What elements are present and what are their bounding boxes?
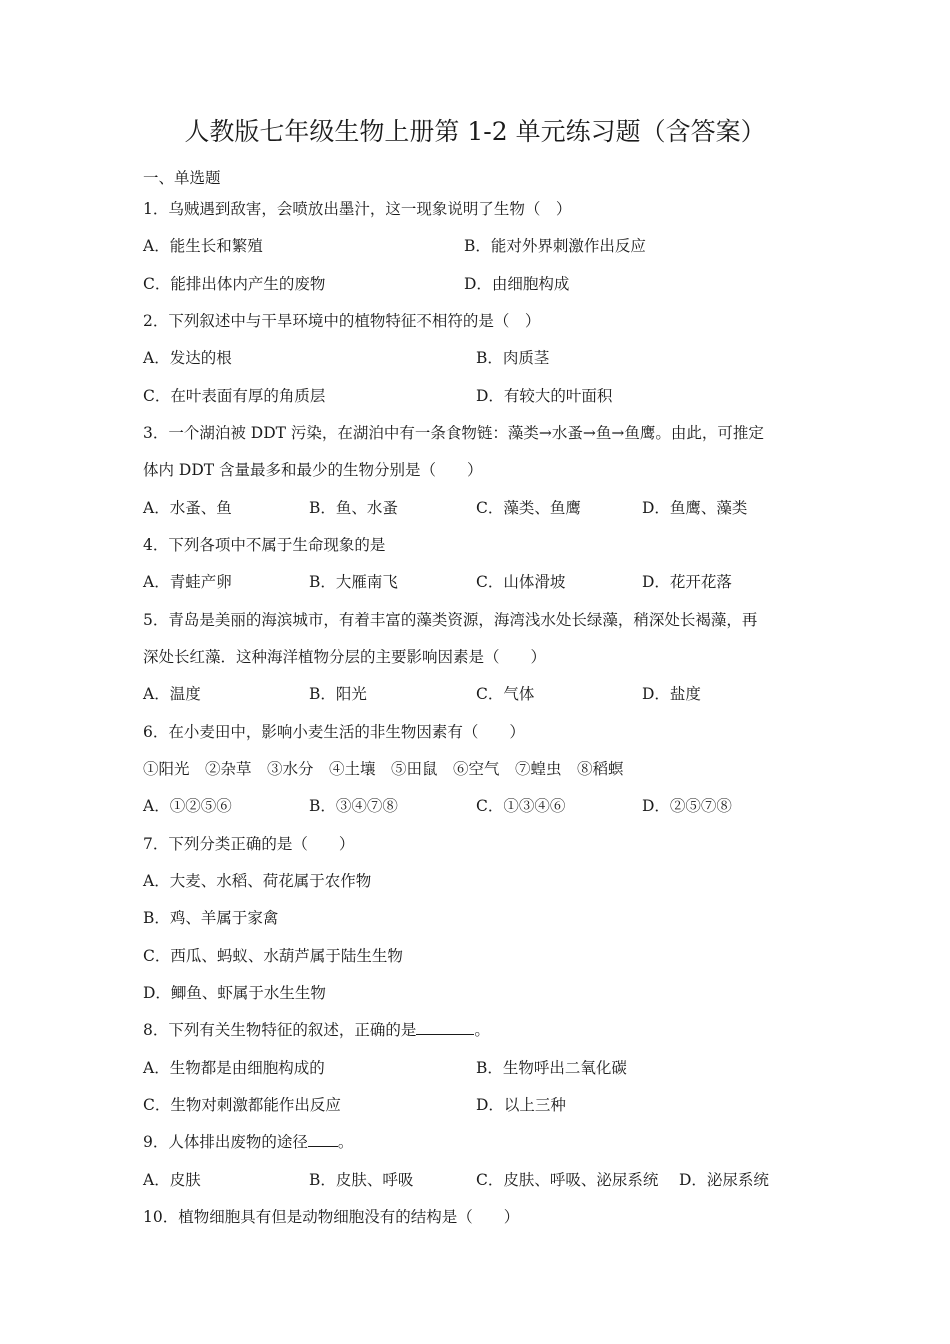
q2-option-a: A．发达的根 xyxy=(143,349,232,367)
question-6: 6．在小麦田中，影响小麦生活的非生物因素有（ ） xyxy=(143,723,525,741)
q1-option-d: D．由细胞构成 xyxy=(464,275,570,293)
q9-option-c: C．皮肤、呼吸、泌尿系统 xyxy=(476,1171,659,1189)
q6-option-d: D．②⑤⑦⑧ xyxy=(642,797,732,815)
q6-option-a: A．①②⑤⑥ xyxy=(143,797,232,815)
q8-option-d: D．以上三种 xyxy=(476,1096,566,1114)
q9-option-a: A．皮肤 xyxy=(143,1171,201,1189)
q9-stem-tail: 。 xyxy=(337,1133,354,1151)
q5-option-d: D．盐度 xyxy=(642,685,701,703)
question-5-line-2: 深处长红藻．这种海洋植物分层的主要影响因素是（ ） xyxy=(143,648,547,666)
q7-option-c: C．西瓜、蚂蚁、水葫芦属于陆生生物 xyxy=(143,947,403,965)
q4-option-d: D．花开花落 xyxy=(642,573,732,591)
q2-option-c: C．在叶表面有厚的角质层 xyxy=(143,387,326,405)
q7-option-d: D．鲫鱼、虾属于水生生物 xyxy=(143,984,326,1002)
q9-option-d: D．泌尿系统 xyxy=(679,1171,769,1189)
q8-option-b: B．生物呼出二氧化碳 xyxy=(476,1059,627,1077)
q1-option-c: C．能排出体内产生的废物 xyxy=(143,275,326,293)
q2-option-d: D．有较大的叶面积 xyxy=(476,387,613,405)
q6-item-list: ①阳光 ②杂草 ③水分 ④土壤 ⑤田鼠 ⑥空气 ⑦蝗虫 ⑧稻螟 xyxy=(143,760,624,778)
q5-option-b: B．阳光 xyxy=(309,685,367,703)
q5-option-c: C．气体 xyxy=(476,685,535,703)
q9-option-b: B．皮肤、呼吸 xyxy=(309,1171,414,1189)
question-9 xyxy=(143,1130,353,1154)
q3-option-d: D．鱼鹰、藻类 xyxy=(642,499,748,517)
q9-stem-text: 9．人体排出废物的途径 xyxy=(143,1133,308,1151)
question-2: 2．下列叙述中与干旱环境中的植物特征不相符的是（ ） xyxy=(143,312,541,330)
page-title: 人教版七年级生物上册第 1-2 单元练习题（含答案） xyxy=(184,117,766,146)
answer-blank xyxy=(308,1130,338,1147)
q8-stem-text: 8．下列有关生物特征的叙述，正确的是 xyxy=(143,1021,417,1039)
q1-option-b: B．能对外界刺激作出反应 xyxy=(464,237,646,255)
question-4: 4．下列各项中不属于生命现象的是 xyxy=(143,536,386,554)
question-7: 7．下列分类正确的是（ ） xyxy=(143,835,355,853)
question-3-line-2: 体内 DDT 含量最多和最少的生物分别是（ ） xyxy=(143,461,483,479)
q1-option-a: A．能生长和繁殖 xyxy=(143,237,263,255)
answer-blank xyxy=(416,1018,474,1035)
question-5-line-1: 5．青岛是美丽的海滨城市，有着丰富的藻类资源，海湾浅水处长绿藻，稍深处长褐藻，再 xyxy=(143,611,758,629)
q6-option-b: B．③④⑦⑧ xyxy=(309,797,398,815)
q8-option-a: A．生物都是由细胞构成的 xyxy=(143,1059,325,1077)
q4-option-a: A．青蛙产卵 xyxy=(143,573,232,591)
question-8 xyxy=(143,1018,490,1042)
q6-option-c: C．①③④⑥ xyxy=(476,797,566,815)
q5-option-a: A．温度 xyxy=(143,685,201,703)
q7-option-a: A．大麦、水稻、荷花属于农作物 xyxy=(143,872,372,890)
q8-stem-tail: 。 xyxy=(474,1021,490,1039)
question-3-line-1: 3．一个湖泊被 DDT 污染，在湖泊中有一条食物链：藻类→水蚤→鱼→鱼鹰。由此，可推定 xyxy=(143,424,764,442)
q4-option-b: B．大雁南飞 xyxy=(309,573,398,591)
q3-option-c: C．藻类、鱼鹰 xyxy=(476,499,581,517)
q4-option-c: C．山体滑坡 xyxy=(476,573,566,591)
q2-option-b: B．肉质茎 xyxy=(476,349,550,367)
q3-option-b: B．鱼、水蚤 xyxy=(309,499,398,517)
q8-option-c: C．生物对刺激都能作出反应 xyxy=(143,1096,341,1114)
question-1: 1．乌贼遇到敌害，会喷放出墨汁，这一现象说明了生物（ ） xyxy=(143,200,572,218)
q3-option-a: A．水蚤、鱼 xyxy=(143,499,232,517)
question-10: 10．植物细胞具有但是动物细胞没有的结构是（ ） xyxy=(143,1208,520,1226)
q7-option-b: B．鸡、羊属于家禽 xyxy=(143,909,279,927)
section-heading: 一、单选题 xyxy=(143,169,221,187)
